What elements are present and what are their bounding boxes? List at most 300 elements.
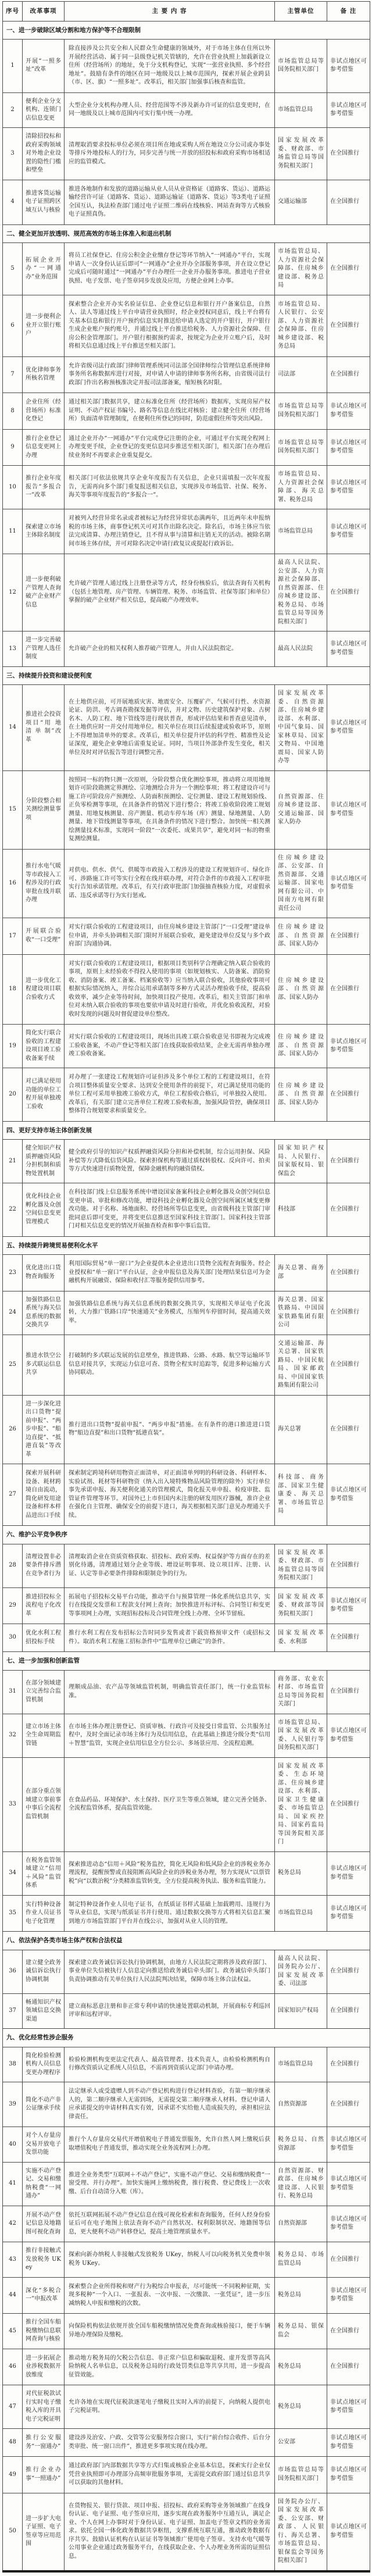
reform-item: 建立健全政务诚信诉讼执行协调机制 [23,1950,65,1993]
row-number: 7 [3,356,23,393]
row-number: 41 [3,2162,23,2206]
responsible-unit: 住房城乡建设部、自然资源部、国家人防办 [275,1025,327,1068]
remark: 在全国推行 [327,1757,370,1851]
reform-item: 实施不动产登记、交易和缴纳税费“一网通办” [23,2162,65,2206]
section-title: 八、依法保护各类市场主体产权和合法权益 [3,1932,370,1950]
remark: 非试点地区可参考借鉴 [327,2206,370,2242]
responsible-unit: 税务总局 [275,2277,327,2314]
row-number: 39 [3,2082,23,2127]
table-row [3,2385,370,2429]
table-row [3,92,370,128]
responsible-unit: 商务部、农业农村部、市场监管总局等国务院相关部门 [275,1670,327,1714]
row-number: 27 [3,1464,23,1526]
main-content: 在科技部门线上信息服务系统中增设国家备案科技企业孵化器及众创空间信息变更申请、审批和修改功能，增设科技企业孵化器及众创空间所属区域变更修改功能。对于名称、场地面积、经营场所等信息变更，由省级科技主管部门审批同意后即可变更，并将变更信息推送至国家科技主管部门。国家科技主管部门对相关信息变更的情况开展抽查检查和事中事后监管。 [65,1183,275,1237]
section-title: 二、健全更加开放透明、规范高效的市场主体准入和退出机制 [3,224,370,243]
reform-item: 开展联合验收“一口受理” [23,918,65,955]
reform-item: 加强铁路信息系统与海关信息系统的数据交换共享 [23,1291,65,1335]
section-header-row [3,1236,370,1255]
section-title: 七、进一步加强和创新监管 [3,1652,370,1671]
main-content: 加强铁路信息系统与海关信息系统的数据交换共享，实现相关单证电子化流转，大力推广铁路口岸“快速通关”业务模式，压缩列车停留时间，提高通关效率。 [65,1291,275,1335]
reform-item: 畅通知识产权领域信息交换渠道 [23,1993,65,2029]
responsible-unit: 国家发展改革委、财政部、市场监管总局等国务院相关部门 [275,1544,327,1587]
table-row [3,1025,370,1068]
section-title: 四、更好支持市场主体创新发展 [3,1121,370,1140]
table-row [3,2493,370,2571]
table-row [3,2206,370,2242]
table-row [3,2127,370,2163]
table-row [3,1895,370,1932]
row-number: 31 [3,1670,23,1714]
responsible-unit: 国家发展改革委、水利部 [275,1624,327,1652]
responsible-unit: 司法部 [275,356,327,393]
table-row [3,770,370,849]
reform-item: 推行公安服务“一窗通办” [23,2429,65,2457]
responsible-unit: 市场监管总局、人力资源社会保障部、海关总署、税务总局 [275,466,327,509]
remark: 非试点地区可参考借鉴 [327,2162,370,2206]
row-number: 15 [3,770,23,849]
table-row [3,1587,370,1624]
section-header-row [3,21,370,40]
table-row [3,1714,370,1757]
responsible-unit: 市场监管总局 [275,509,327,554]
table-row [3,1395,370,1464]
reform-item: 清除招投标和政府采购领域对外地企业设置的隐性门槛和壁垒 [23,128,65,180]
remark: 在全国推行 [327,918,370,955]
row-number: 1 [3,40,23,93]
table-row [3,1183,370,1237]
column-header-2: 主 要 内 容 [65,2,275,22]
row-number: 10 [3,466,23,509]
responsible-unit: 最高人民法院、公安部、人力资源社会保障部、自然资源部、住房城乡建设部、税务总局、市场监管总局等国务院相关部门 [275,554,327,631]
remark: 非试点地区可参考借鉴 [327,1025,370,1068]
row-number: 8 [3,393,23,430]
reform-item: 推进水铁空公多式联运信息共享 [23,1335,65,1395]
main-content: 按照同一标的物只测一次原则，分阶段整合优化测绘事项，推动将立项用地规划许可阶段勘测定界测绘、宗地测绘合并为一个测绘事项；将工程建设许可与施工许可阶段房产预测绘、人防面积预测绘、定位测量、建设工程规划验线、正负零检测等事项，在具备条件的情况下进行整合；将竣工验收阶段竣工规划测量、用地复核测量、房产测量、机动车停车场（库）测量、绿地测量、人防测量、地下管线测量等事项，在具备条件的情况下进行整合。加快统一相关测绘测量技术标准，实现同一阶段“一次委托、成果共享”，避免对同一标的物重复测绘测量。 [65,770,275,849]
row-number: 46 [3,2349,23,2385]
section-header-row [3,2029,370,2047]
responsible-unit: 市场监管总局、人力资源社会保障部、住房城乡建设部、税务总局 [275,243,327,295]
table-row [3,466,370,509]
reform-measures-table [2,1,370,2573]
row-number: 25 [3,1335,23,1395]
row-number: 43 [3,2242,23,2278]
row-number: 11 [3,509,23,554]
responsible-unit: 国家知识产权局 [275,1993,327,2029]
row-number: 29 [3,1587,23,1624]
row-number: 36 [3,1950,23,1993]
main-content: 健全政府引导的知识产权质押融资风险分担和补偿机制，综合运用担保、风险补偿等方式降低信贷风险。探索担保机构等通过质权转股权、反向许可、拍卖等方式快速进行质物处置，保障金融机构的融资债权。 [65,1140,275,1183]
responsible-unit: 交通运输部 [275,180,327,224]
responsible-unit: 国家发展改革委、财政部等国务院相关部门 [275,1587,327,1624]
remark: 在全国推行 [327,1544,370,1587]
reform-item: 推进客货运输电子证照跨区域互认与核验 [23,180,65,224]
table-row [3,2457,370,2493]
main-content: 对被列入经营异常名录或者被标记为经营异常状态满两年，且近两年未申报纳税的市场主体，商事登记机关可对其作出除名决定。除名后，市场主体应当依法完成清算、办理注销登记，且不得从事与清算和注销无关的活动。被除名期间市场主体存续，并可对除名决定申请行政复议或提起行政诉讼。 [65,509,275,554]
reform-item: 开展不动产登记信息及地籍图可视化查询 [23,2206,65,2242]
reform-item: 简化实行联合验收的工程建设项目竣工验收备案手续 [23,1025,65,1068]
responsible-unit: 国务院办公厅、国家发展改革委、公安部、财政部、人民银行、海关总署、市场监管总局、银保监会等国务院相关部门 [275,2493,327,2571]
responsible-unit: 市场监管总局、国家发展改革委、人民银行等国务院相关部门 [275,1714,327,1757]
main-content: 推行个人存量房交易代开增值税电子普通发票服务，允许自然人网上缴税后获取增值税电子普通发票，推动实现全业务流程网上办理。 [65,2127,275,2163]
main-content: 清理取消企业在资质资格获取、招投标、政府采购、权益保护等方面存在的差别化待遇，清理通过划分企业等级、增设证明事项、设立项目库、注册、认证、认定等非必要条件排除和限制竞争的行为。 [65,1544,275,1587]
table-row [3,1255,370,1291]
responsible-unit: 税务总局 [275,2385,327,2429]
main-content: 推动地方税务局的欠税公告信息、非正常户信息和骗取退税、虚开发票等高风险纳税人名单信息，以及税务总局的行政处罚类信息等共享共用，进一步提高征管效能。 [65,2349,275,2385]
reform-item: 推进社会投资项目“用 地 清 单 制”改革 [23,685,65,771]
main-content: 推行进出口货物“提前申报”、“两步申报”措施。在有条件的港口推进进口货物“船边直提”和出口货物“抵港直装”。 [65,1395,275,1464]
main-content: 清理取消要求投标单位必须在项目所在地或采购人所在地设立分公司或办事处等排斥外地投标人的行为，同步完善与统一开放的招投标和政府采购市场相适应的监管模式。 [65,128,275,180]
table-row [3,509,370,554]
reform-item: 清理设置非必要条件排斥潜在竞争者行为 [23,1544,65,1587]
remark: 非试点地区可参考借鉴 [327,685,370,771]
main-content: 探索建立政务诚信诉讼执行协调机制，由地方人民法院定期将涉及政府部门、事业单位失信被执行人信息定向推送给政务诚信牵头部门。政务诚信牵头部门负责协调推动有关单位执行人民法院判决结果，保障市场主体合法权益。 [65,1950,275,1993]
main-content: 对供电、供水、供气、供暖等市政接入工程涉及的建设工程规划许可、绿化许可、涉路施工许可等实行全程在线并联办理，对符合条件的市政接入工程审批实行告知承诺管理。改革后，有关行政审批部门加强抽查核验力度，对虚假承诺、违反承诺等行为实行惩戒。 [65,849,275,918]
responsible-unit: 最高人民法院、国务院办公厅、国家发展改革委、司法部 [275,1950,327,1993]
table-row [3,128,370,180]
reform-item: 在部分重点领域建立事前事中事后全流程监管机制 [23,1757,65,1851]
table-row [3,1993,370,2029]
reform-item: 推行企业年度报告“多报合一”改革 [23,466,65,509]
remark: 在全国推行 [327,1624,370,1652]
table-body [3,21,370,2571]
reform-item: 在部分领域建立完善综合监管机制 [23,1670,65,1714]
reform-item: 开展“一照多址”改革 [23,40,65,93]
table-row [3,2429,370,2457]
table-row [3,295,370,356]
remark: 非试点地区可参考借鉴 [327,2457,370,2493]
remark: 非试点地区可参考借鉴 [327,849,370,918]
section-header-row [3,1932,370,1950]
table-row [3,631,370,667]
responsible-unit: 市场监管总局等国务院相关部门 [275,40,327,93]
main-content: 向保险机构依法依规开放全国车船税缴纳情况免费查询或核验接口，便于车辆异地办理保险及缴税。 [65,2314,275,2349]
responsible-unit: 住房城乡建设部、自然资源部、国家人防办 [275,954,327,1025]
row-number: 3 [3,128,23,180]
responsible-unit: 税务总局、市场监管总局 [275,2242,327,2278]
main-content: 探索向新办纳税人非接触式发放税务 UKey，纳税人可以向税务机关免费申领税务 UKey。 [65,2242,275,2278]
main-content: 通过相关部门数据共享，建立标准化住所（经营场所）数据库，实现房屋产权证明、不动产权证书编号、路名等信息在线比对核验；建立健全住所（经营场所）负面清单管理制度，在便利住所登记的同时，防范虚假住所等突出风险。 [65,393,275,430]
remark: 在全国推行 [327,1068,370,1122]
table-row [3,243,370,295]
table-row [3,429,370,466]
responsible-unit: 住房城乡建设部、公安部、自然资源部、交通运输部、国家电网有限公司、中国南方电网有限责任公司 [275,849,327,918]
main-content: 利用国际贸易“单一窗口”为企业提供本企业进出口货物全流程查询服务。经企业授权和“单一窗口”平台认证，企业申报信息及海关部门处理结果信息可为金融机构开展融资、保险和收付汇等服务提供信用参考。 [65,1255,275,1291]
section-title: 一、进一步破除区域分割和地方保护等不合理限制 [3,21,370,40]
main-content: 在货物报关、银行贷款、项目申报、招投标、政府采购等业务领域推广在线身份认证、电子证照、电子签章应用，逐步实现在政务服务中互通互认，满足企业、个人在网上办事时对于身份认证、电子证照、加盖电子签章文档的业务需求。依托全国一体化政务数据共享枢纽，支撑系统互联互通，推动政务数据有序共享。鼓励认证机构在认证证书等领域推广使用电子签章。支持水电气暖等公用事业企业通过政务服务平台，在线获取企业、个人办理业务所需的证照信息。 [65,2493,275,2571]
remark: 在全国推行 [327,356,370,393]
table-row [3,1544,370,1587]
responsible-unit: 住房城乡建设部、自然资源部、国家人防办 [275,1068,327,1122]
reform-item: 深化“多税合一”申报改革 [23,2277,65,2314]
reform-item: 推行企业登记信息变更网上办理 [23,429,65,466]
table-row [3,1068,370,1122]
main-content: 对实行联合验收的工程建设项目，现场出具竣工联合验收意见书即视为完成竣工验收备案，不动产登记等相关部门在线获取验收结果，企业无需再单独办理竣工验收备案。 [65,1025,275,1068]
row-number: 38 [3,2047,23,2082]
responsible-unit: 海关总署、商务部 [275,1255,327,1291]
reform-item: 优化科技企业孵化器及众创空间信息变更管理模式 [23,1183,65,1237]
row-number: 42 [3,2206,23,2242]
reform-item: 进一步完善破产管理人选任制度 [23,631,65,667]
column-header-4: 备 注 [327,2,370,22]
remark: 在全国推行 [327,128,370,180]
remark: 在全国推行 [327,1950,370,1993]
reform-item: 进一步扩大电子证照、电子签章等应用范围 [23,2493,65,2571]
row-number: 48 [3,2429,23,2457]
remark: 在全国推行 [327,2047,370,2082]
table-row [3,1757,370,1851]
remark: 在全国推行 [327,2082,370,2127]
section-header-row [3,1526,370,1544]
reform-item: 优化进出口货物查询服务 [23,1255,65,1291]
responsible-unit: 科技部 [275,1183,327,1237]
row-number: 18 [3,954,23,1025]
row-number: 12 [3,554,23,631]
remark: 在全国推行 [327,2314,370,2349]
table-row [3,1291,370,1335]
reform-item: 优化律师事务所核名管理 [23,356,65,393]
column-header-1: 改革事项 [23,2,65,22]
main-content: 探索制定跨境科研用物资正面清单，对正面清单列明的科研设备、科研样本、实验试剂、耗材等科研物资（纳入出入境特殊物品风险管理的除外）实行单位事先承诺申报、海关便利化通关的管理模式，简化报关单申报、检疫审批、监管证件管理等环节。对国外已上市但国内未注册的研发用医疗器械，准许企业在强化自主管理、确保安全的前提下进口，海关根据相关部门意见办理通关手续。 [65,1464,275,1526]
table-row [3,40,370,93]
remark: 非试点地区可参考借鉴 [327,2429,370,2457]
main-content: 在土地供应前，可开展地质灾害、地震安全、压覆矿产、气候可行性、水资源论证、防洪、考古调查勘探发掘等评估，并对文物、历史建筑保护对象、古树名木、人防工程、地下管线等进行现状普查，形成评估结果和普查意见清单，在土地供应时一并交付用地单位。相关单位在项目后续报建或验收环节，原则上不得增加清单外的要求。改革后，相关单位提升评估的科学性、精准性及论证深度，避免企业拿地后需重复论证。同时，当项目外部条件发生变化，相关单位及时对评估报告等进行调整完善。 [65,685,275,771]
reform-item: 简化不动产非公证继承手续 [23,2082,65,2127]
responsible-unit: 自然资源部 [275,2082,327,2127]
main-content: 在市场主体办理注册登记、资质审核、行政许可及接受日常监管、公共服务过程中，及时全面记录市场主体行为及信用信息，在此基础上推进分级分类“信用＋智慧”监管，实现企业信用信息全方位公示、多场景应用、全流程追溯。 [65,1714,275,1757]
table-row [3,2242,370,2278]
main-content: 探索推进动态“信用＋风险”税务监控，简化无风险和低风险企业的涉税业务办理流程，提醒预警或直接阻断高风险企业的涉税业务办理，努力实现从“以票管税”向“以数治税”分类精准监管转变，全方位提高税务执法、服务和监管能力。 [65,1851,275,1895]
reform-item: 推进招投标全流程电子化改革 [23,1587,65,1624]
row-number: 40 [3,2127,23,2163]
remark: 非试点地区可参考借鉴 [327,429,370,466]
section-header-row [3,1121,370,1140]
section-title: 三、持续提升投资和建设便利度 [3,666,370,685]
responsible-unit: 最高人民法院 [275,631,327,667]
row-number: 2 [3,92,23,128]
remark: 非试点地区可参考借鉴 [327,631,370,667]
reform-item: 便利企业分支机构、连锁门店信息变更 [23,92,65,128]
responsible-unit: 市场监管总局等国务院相关部门 [275,2457,327,2493]
main-content: 除直接涉及公共安全和人民群众生命健康的领域外，对于市场主体在住所以外开展经营活动、属于同一县级登记机关管辖的，允许在营业执照上加载新设立住所（经营场所）的地址，免于分支机构登记，实现“一张营业执照、多个经营地址”。鼓励有条件的地区在同一地级及以上城市范围内，探索开展企业跨县（市、区、旗）“一照多址”。改革后，相关部门加强事后核查和监管。 [65,40,275,93]
remark: 在全国推行 [327,954,370,1025]
row-number: 34 [3,1851,23,1895]
main-content: 探索整合企业开办实名验证信息、企业登记信息和银行开户备案信息，自然人、法人等通过线上平台申请营业执照时，经企业授权同意后，线上平台将有关基本信息和银行开户预约信息实时推送给申请人选定的开户银行，开户银行生成企业账户预约账号，并通过线上平台推送给税务、人力资源社会保障、住房公积金管理部门。开户银行根据预约需求，按规定为企业开立账户后，及时将相关信息通过线上平台推送至相关部门。 [65,295,275,356]
row-number: 5 [3,243,23,295]
row-number: 45 [3,2314,23,2349]
table-row [3,2349,370,2385]
responsible-unit: 国家发展改革委、财政部、市场监管总局等国务院相关部门 [275,128,327,180]
table-row [3,918,370,955]
reform-item: 进一步便利企业开立银行账户 [23,295,65,356]
main-content: 通过政府部门内部数据共享等方式归集或核验企业基本信息，探索实行企业仅凭营业执照即可办理部分高频审批服务事项，无需提交政府部门通过信息共享可以获取的其他材料。 [65,2457,275,2493]
reform-item: 探索开展科研设备、耗材跨境自由流动，简化研发用途设备和样本样品进出口手续 [23,1464,65,1526]
table-row [3,1851,370,1895]
table-row [3,685,370,771]
responsible-unit: 税务总局 [275,1851,327,1895]
main-content: 通过企业开办“一网通办”平台完成登记注册的企业，可通过平台实现全程网上办理变更手续，企业登记的变更信息同步推送至相关部门，相关部门在办理后续业务时不再要求企业重复提交。 [65,429,275,466]
row-number: 17 [3,918,23,955]
table-row [3,849,370,918]
responsible-unit: 自然资源部、财政部、住房城乡建设部、人民银行、税务总局 [275,2162,327,2206]
remark: 在全国推行 [327,1335,370,1395]
remark: 在全国推行 [327,1395,370,1464]
main-content: 允许各地在实现代征税款逐笔电子缴税且实时入库的前提下，向纳税人提供电子完税证明。 [65,2385,275,2429]
remark: 非试点地区可参考借鉴 [327,393,370,430]
row-number: 44 [3,2277,23,2314]
table-row [3,2277,370,2314]
remark: 非试点地区可参考借鉴 [327,466,370,509]
main-content: 推进全业务类型“互联网＋不动产登记”，实施不动产登记、交易和缴纳税费“一窗受理、并行办理”。加快实施网上缴纳税费，推行税费、登记费线上一次收缴、后台自动清分入账（库）。 [65,2162,275,2206]
remark: 非试点地区可参考借鉴 [327,2385,370,2429]
reform-item: 分阶段整合相关测绘测量事项 [23,770,65,849]
responsible-unit: 国家知识产权局、人民银行、国家版权局、银保监会 [275,1140,327,1183]
row-number: 49 [3,2457,23,2493]
reform-item: 实行特种设备作业人员证书电子化管理 [23,1895,65,1932]
row-number: 22 [3,1183,23,1237]
row-number: 47 [3,2385,23,2429]
remark: 非试点地区可参考借鉴 [327,1851,370,1895]
section-title: 六、维护公平竞争秩序 [3,1526,370,1544]
reform-item: 推行水电气暖等市政接入工程涉及的行政审批在线并联办理 [23,849,65,918]
remark: 在全国推行 [327,1670,370,1714]
main-content: 推进各地制作和发放的道路运输从业人员从业资格证（道路客、货运）、道路运输经营许可证（道路客、货运）、道路运输证（道路客、货运）等3类电子证照全国互认，执法检查部门通过电子证照二维码在线核验、网站查询等方式核验电子证照真伪。 [65,180,275,224]
reform-item: 进一步拓展企业涉税数据开放维度 [23,2349,65,2385]
reform-item: 健全知识产权质押融资风险分担机制和质物处置机制 [23,1140,65,1183]
reform-item: 推行全国车船税缴纳信息联网查询与核验 [23,2314,65,2349]
responsible-unit: 住房城乡建设部、自然资源部、国家人防办 [275,918,327,955]
remark: 非试点地区可参考借鉴 [327,1714,370,1757]
reform-item: 企业住所（经营场所）标准化登记 [23,393,65,430]
table-row [3,1950,370,1993]
main-content: 对办理了一张建设工程规划许可证但涉及多个单位工程的工程建设项目，在符合项目整体质量安全要求、达到安全使用条件的前提下，对已满足使用功能的单位工程可采用单独竣工验收方式，单位工程验收合格后，可单独投入使用。改革后，有关部门建立完善单位工程竣工验收标准，加强风险管控，确保项目整体符合规划要求和质量安全。 [65,1068,275,1122]
responsible-unit: 海关总署 [275,1395,327,1464]
responsible-unit: 自然资源部 [275,2206,327,2242]
row-number: 20 [3,1068,23,1122]
main-content: 打破制约多式联运发展的信息壁垒，推进铁路、公路、水路、航空等运输环节信息对接共享，实现运力信息可查、货物全程实时追踪等，促进多种运输方式协同联动。 [65,1335,275,1395]
row-number: 23 [3,1255,23,1291]
remark: 在全国推行 [327,295,370,356]
row-number: 32 [3,1714,23,1757]
main-content: 法定继承人或受遗赠人到不动产登记机构进行登记材料查验，有第一顺序继承人的，第二顺序继承人无需到场，无需提交第二顺序继承人材料。登记申请人应承诺提交的申请材料真实有效，因承诺不实给他人造成损失的，承担相应法律责任。 [65,2082,275,2127]
table-header [3,2,370,22]
responsible-unit: 公安部 [275,2429,327,2457]
remark: 非试点地区可参考借鉴 [327,2277,370,2314]
row-number: 28 [3,1544,23,1587]
row-number: 14 [3,685,23,771]
row-number: 16 [3,849,23,918]
responsible-unit: 市场监管总局 [275,1895,327,1932]
reform-item: 在税务监管领域建立“信用＋风险”监管体系 [23,1851,65,1895]
table-row [3,1464,370,1526]
reform-item: 探索建立市场主体除名制度 [23,509,65,554]
responsible-unit: 海关总署、国家铁路局、中国国家铁路集团有限公司 [275,1291,327,1335]
reform-item: 简化检验检测机构人员信息变更办理程序 [23,2047,65,2082]
reform-item: 进一步便利破产管理人查询破产企业财产信息 [23,554,65,631]
remark: 在全国推行 [327,1255,370,1291]
reform-item: 对代征税款试行实时电子缴税入库的开具电子完税证明 [23,2385,65,2429]
section-header-row [3,666,370,685]
responsible-unit: 国家发展改革委、生态环境部、住房城乡建设部、水利部、国家卫生健康委、市场监管总局、国家疾控局、国家药监局等国务院相关部门 [275,1757,327,1851]
row-number: 50 [3,2493,23,2571]
row-number: 19 [3,1025,23,1068]
row-number: 9 [3,429,23,466]
responsible-unit: 税务总局、自然资源部 [275,2127,327,2163]
section-title: 九、优化经常性涉企服务 [3,2029,370,2047]
remark: 在全国推行 [327,2242,370,2278]
table-row [3,2047,370,2082]
responsible-unit: 科技部、商务部、国家卫生健康委、海关总署、市场监管总局 [275,1464,327,1526]
table-row [3,1624,370,1652]
main-content: 制定特种设备作业人员电子证书，在纸质证书样式基础上加载聘用、违规行为等从业信息，实现与纸质证书并行使用。通过数据交换等方式将相关信息汇聚到地方市场监管部门平台并在线公示，加强对从业人员的管理。 [65,1895,275,1932]
row-number: 13 [3,631,23,667]
remark: 非试点地区可参考借鉴 [327,770,370,849]
remark: 在全国推行 [327,1140,370,1183]
remark: 非试点地区可参考借鉴 [327,1587,370,1624]
remark: 非试点地区可参考借鉴 [327,1464,370,1526]
table-row [3,2082,370,2127]
main-content: 建设涉及治安、户政、交管等公安服务综合窗口，实行“前台综合收件、后台分类审批、统一窗口出件”，推进更多事项实现在线办理。 [65,2429,275,2457]
responsible-unit: 市场监管总局、人民银行、公安部、人力资源社会保障部、住房城乡建设部、税务总局 [275,295,327,356]
reform-item: 拓展企业开办“一网通办”业务范围 [23,243,65,295]
row-number: 21 [3,1140,23,1183]
section-header-row [3,224,370,243]
remark: 在全国推行 [327,1291,370,1335]
row-number: 26 [3,1395,23,1464]
remark: 在全国推行 [327,1183,370,1237]
row-number: 35 [3,1895,23,1932]
section-title: 五、持续提升跨境贸易便利化水平 [3,1236,370,1255]
remark: 非试点地区可参考借鉴 [327,92,370,128]
main-content: 推行水利工程在发布招标公告时同步发售或者下载资格预审文件（或招标文件）。取消水利工程施工招标条件中“监理单位已确定”的条件。 [65,1624,275,1652]
reform-item: 建立市场主体全生命周期监管链 [23,1714,65,1757]
main-content: 允许省级司法行政部门律师管理系统同司法部全国律师综合管理信息系统律师事务所名称数据库进行对接，对申请人申请的律师事务所名称，由省级司法行政部门作出名称预核准决定并报司法部备案，缩短核名时限。 [65,356,275,393]
main-content: 探索整合企业所得税和财产行为税综合申报表，尽可能统一不同税种征期，实现多税种“一个入口、一张报表、一次申报、一次缴款、一张凭证”，进一步压减纳税人申报和缴税的次数。 [65,2277,275,2314]
table-row [3,554,370,631]
reform-item: 对个人存量房交易开放电子发票功能 [23,2127,65,2163]
reform-item: 推行企业办事“一照通办” [23,2457,65,2493]
table-row [3,393,370,430]
responsible-unit: 税务总局 [275,2349,327,2385]
responsible-unit: 自然资源部、住房城乡建设部、交通运输部、国家人防办 [275,770,327,849]
table-row [3,2162,370,2206]
remark: 非试点地区可参考借鉴 [327,2127,370,2163]
main-content: 检验检测机构变更法定代表人、最高管理者、技术负责人，由检验检测机构自行修改资质认定系统人员信息，不需再到资质认定部门申请办理。 [65,2047,275,2082]
column-header-3: 主管单位 [275,2,327,22]
row-number: 33 [3,1757,23,1851]
reform-item: 进一步深化进出口货物“提前申报”、“两步申报”、“船边直提”、“抵港直装”等改革 [23,1395,65,1464]
table-row [3,954,370,1025]
table-row [3,1335,370,1395]
table-row [3,2314,370,2349]
remark: 在全国推行 [327,2349,370,2385]
remark: 非试点地区可参考借鉴 [327,2493,370,2571]
row-number: 6 [3,295,23,356]
main-content: 允许破产管理人通过线上注册登录等方式，经身份核验后，依法查询有关机构（包括土地管理、房产管理、车辆管理、税务、市场监管、社保等部门和单位）掌握的破产企业财产相关信息，提高破产办理效率。 [65,554,275,631]
table-row [3,356,370,393]
main-content: 大型企业分支机构办理人员、经营范围等不涉及新办许可证的信息变更时，在同一地级及以上城市范围内可实行集中统一办理。 [65,92,275,128]
table-row [3,1670,370,1714]
main-content: 理顺成品油、农产品等领域监管机制，明确监管责任部门，统一行业监管标准。 [65,1670,275,1714]
main-content: 相关部门可依法依规共享企业年度报告有关信息，企业只需填报一次年度报告，无需再向多个部门重复报送相关信息，实现涉及市场监管、社保、税务、海关等事项年度报告的“多报合一”。 [65,466,275,509]
table-row [3,1140,370,1183]
remark: 非试点地区可参考借鉴 [327,40,370,93]
main-content: 对实行联合验收的工程建设项目，根据项目类别科学合理确定纳入联合验收的事项，原则上未经验收不得投入使用的事项（如规划核实、人防备案、消防验收、消防备案、竣工备案、档案验收等）应当纳入联合验收，其他验收事项可根据实际情况纳入，并综合运用承诺制等多种方式灵活办理验收手续，提高验收效率，减少企业等待时间，加快项目投产使用。改革后，相关主管部门和单位对未纳入联合验收的事项也要依申请及时进行验收，并优化验收流程，对验收时发现的问题及时督促建设单位整改。 [65,954,275,1025]
row-number: 4 [3,180,23,224]
reform-item: 进一步优化工程建设项目联合验收方式 [23,954,65,1025]
row-number: 24 [3,1291,23,1335]
remark: 在全国推行 [327,243,370,295]
remark: 非试点地区可参考借鉴 [327,1895,370,1932]
